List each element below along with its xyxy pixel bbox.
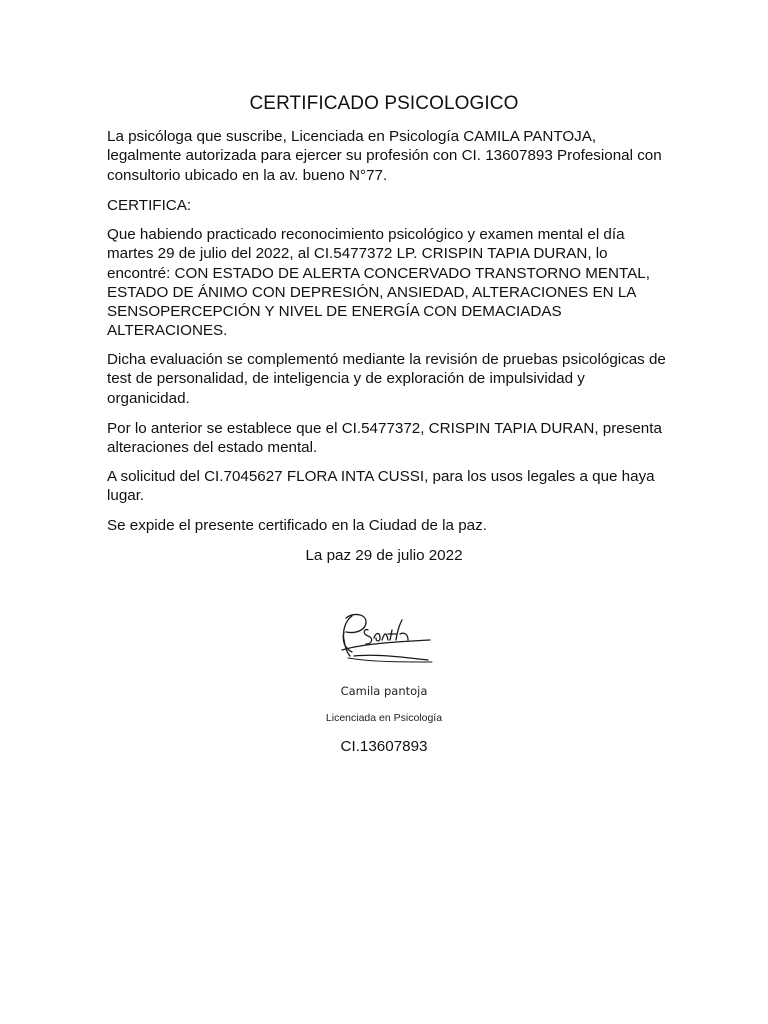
document-title: CERTIFICADO PSICOLOGICO	[249, 93, 519, 114]
tests-paragraph: Dicha evaluación se complementó mediante la revisión de pruebas psicológicas de test de personalidad, de inteligencia y de exploración de impulsividad y organicidad.	[107, 351, 666, 407]
issued-paragraph: Se expide el presente certificado en la Ciudad de la paz.	[107, 517, 487, 534]
evaluation-paragraph: Que habiendo practicado reconocimiento psicológico y examen mental el día martes 29 de julio del 2022, al CI.5477372 LP. CRISPIN TAPIA DURAN, lo encontré: CON ESTADO DE ALERTA CONCERVADO TRANSTORNO MENTAL, ESTADO DE ÁNIMO CON DEPRESIÓN, ANSIEDAD, ALTERACIONES EN LA SENSOPERCEPCIÓN Y NIVEL DE ENERGÍA CON DEMACIADAS ALTERACIONES.	[107, 226, 650, 340]
certifica-heading: CERTIFICA:	[107, 197, 192, 214]
conclusion-paragraph: Por lo anterior se establece que el CI.5477372, CRISPIN TAPIA DURAN, presenta alteraciones del estado mental.	[107, 420, 662, 457]
handwritten-signature	[332, 610, 436, 666]
signer-name: Camila pantoja	[340, 684, 428, 698]
intro-paragraph: La psicóloga que suscribe, Licenciada en Psicología CAMILA PANTOJA, legalmente autorizada para ejercer su profesión con CI. 13607893 Profesional con consultorio ubicado en la av. bueno N°77.	[107, 128, 662, 184]
request-paragraph: A solicitud del CI.7045627 FLORA INTA CUSSI, para los usos legales a que haya lugar.	[107, 468, 655, 505]
signer-id: CI.13607893	[340, 738, 428, 755]
signer-title: Licenciada en Psicología	[325, 712, 443, 724]
date-line: La paz 29 de julio 2022	[305, 547, 463, 564]
